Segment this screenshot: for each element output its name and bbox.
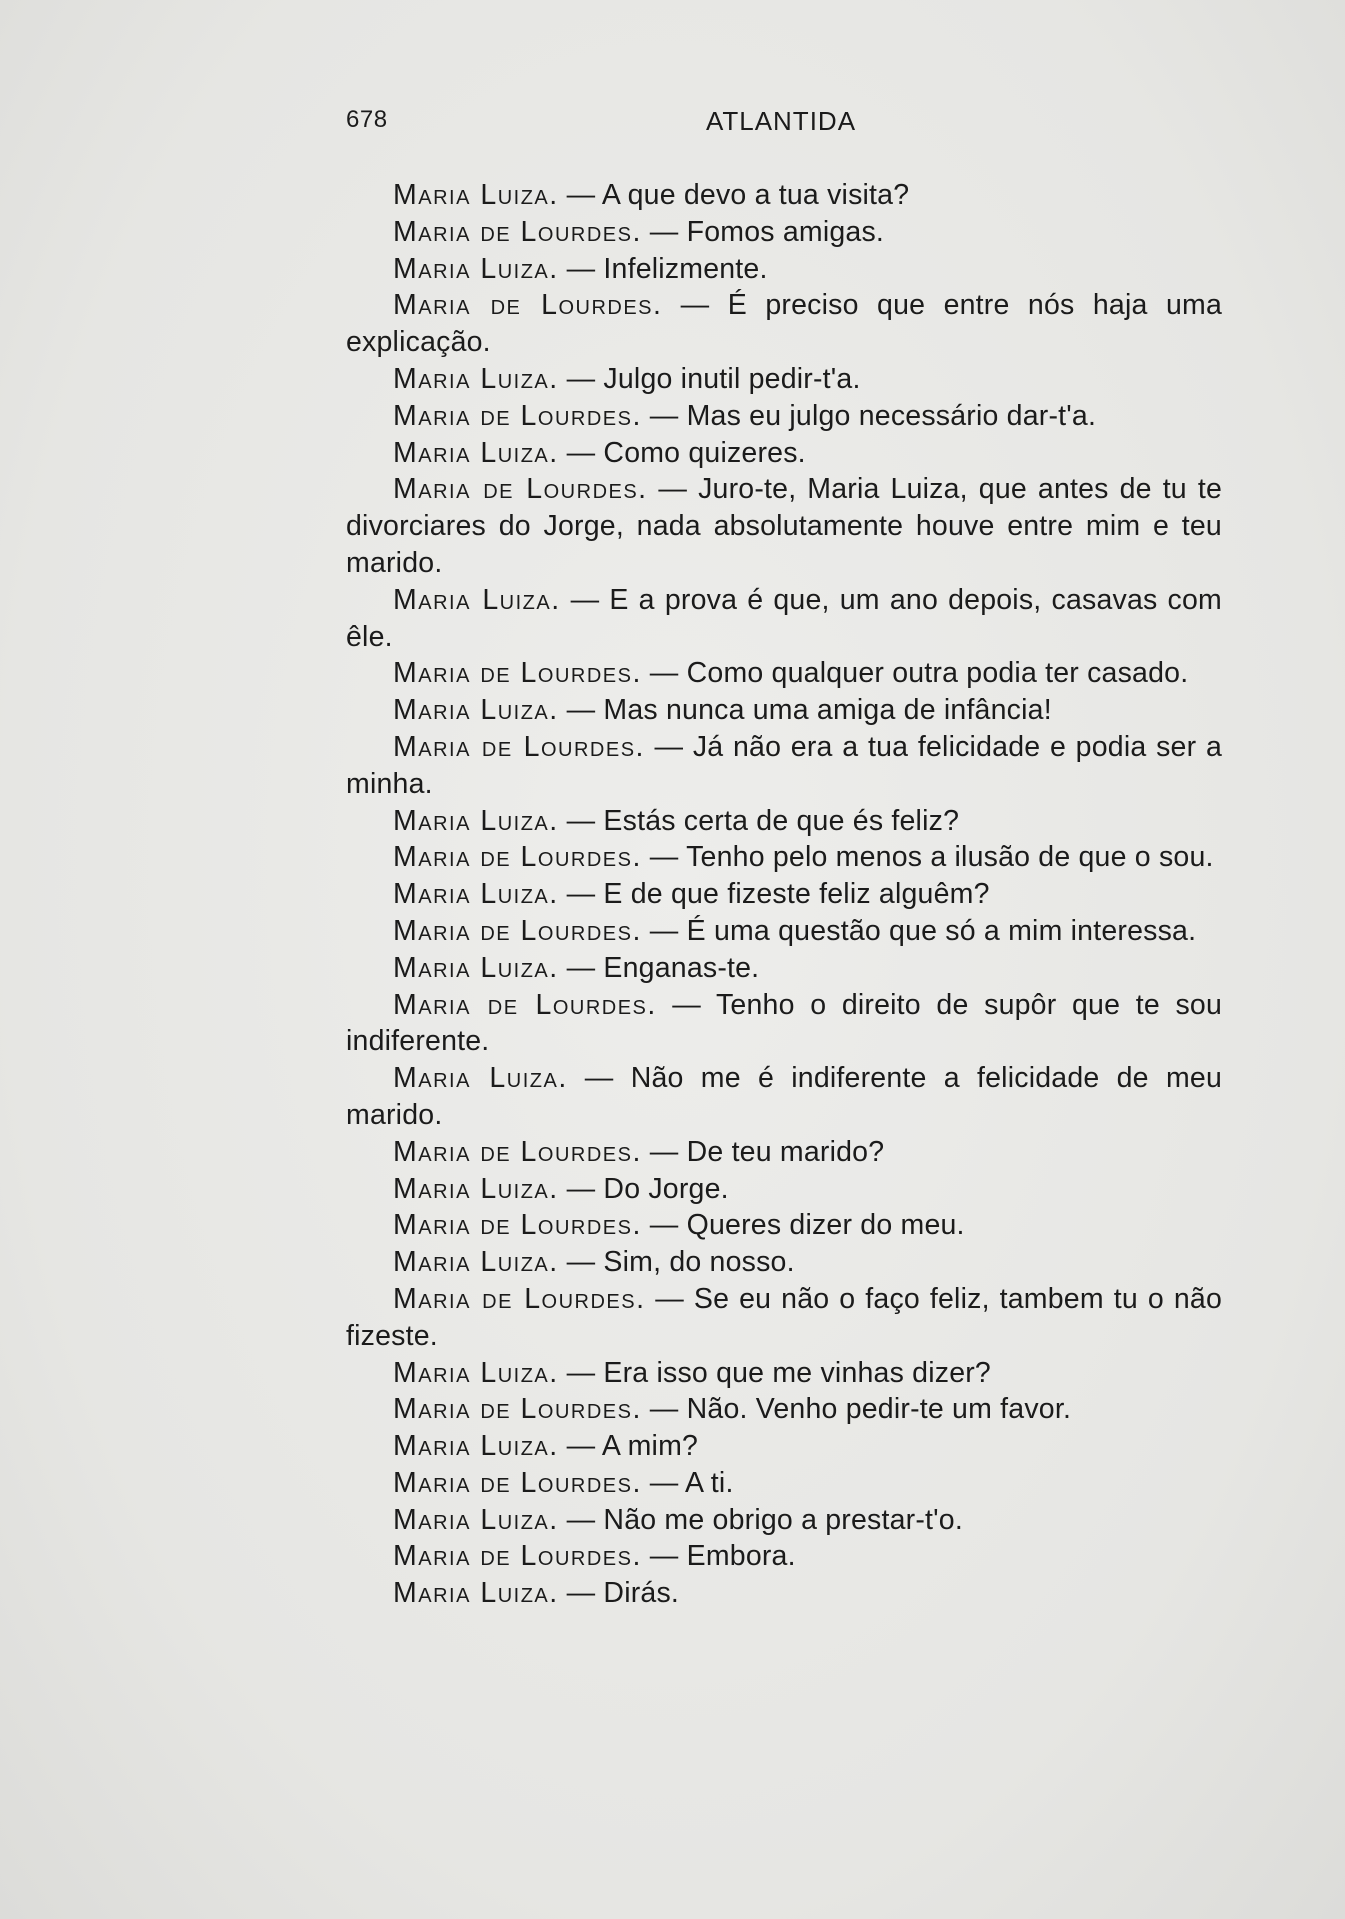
speech-text: — Fomos amigas. — [649, 215, 885, 248]
speech-text: — Dirás. — [566, 1577, 680, 1610]
dialogue-line — [346, 839, 1222, 876]
speaker-name: Maria de Lourdes. — [393, 1209, 642, 1242]
dialogue-line — [346, 1244, 1222, 1281]
speech-text: — Tenho pelo menos a ilusão de que o sou. — [649, 841, 1214, 874]
dialogue-line — [346, 729, 1222, 803]
speaker-name: Maria de Lourdes. — [393, 914, 642, 947]
speaker-name: Maria de Lourdes. — [393, 1466, 642, 1499]
speaker-name: Maria de Lourdes. — [393, 1540, 642, 1573]
dialogue-line — [346, 177, 1222, 214]
speaker-name: Maria Luiza. — [393, 436, 559, 469]
dialogue-line — [346, 655, 1222, 692]
speech-text: — Infelizmente. — [566, 252, 768, 285]
dialogue-line — [346, 1391, 1222, 1428]
speech-text: — E a prova é que, um ano depois, casavas com êle. — [346, 583, 1222, 653]
speaker-name: Maria Luiza. — [393, 1430, 559, 1463]
speaker-name: Maria Luiza. — [393, 878, 559, 911]
speech-text: — É uma questão que só a mim interessa. — [649, 914, 1197, 947]
dialogue-line — [346, 876, 1222, 913]
speaker-name: Maria de Lourdes. — [393, 730, 645, 763]
speech-text: — Queres dizer do meu. — [649, 1209, 965, 1242]
speech-text: — Do Jorge. — [566, 1172, 729, 1205]
speaker-name: Maria de Lourdes. — [393, 399, 642, 432]
speech-text: — Já não era a tua felicidade e podia ser a minha. — [346, 730, 1222, 800]
dialogue-line — [346, 1428, 1222, 1465]
dialogue-line — [346, 1060, 1222, 1134]
speaker-name: Maria de Lourdes. — [393, 1282, 646, 1315]
speaker-name: Maria de Lourdes. — [393, 215, 642, 248]
speaker-name: Maria Luiza. — [393, 1577, 559, 1610]
dialogue-line — [346, 1281, 1222, 1355]
speaker-name: Maria Luiza. — [393, 951, 559, 984]
speech-text: — De teu marido? — [649, 1135, 885, 1168]
speaker-name: Maria de Lourdes. — [393, 988, 657, 1021]
dialogue-line — [346, 913, 1222, 950]
speaker-name: Maria de Lourdes. — [393, 473, 648, 506]
dialogue-line — [346, 251, 1222, 288]
speech-text: — Como quizeres. — [566, 436, 806, 469]
dialogue-line — [346, 214, 1222, 251]
speaker-name: Maria Luiza. — [393, 804, 559, 837]
speech-text: — Mas eu julgo necessário dar-t'a. — [649, 399, 1097, 432]
dialogue-line — [346, 471, 1222, 581]
dialogue-line — [346, 950, 1222, 987]
speech-text: — Juro-te, Maria Luiza, que antes de tu te divorciares do Jorge, nada absolutamente houve entre mim e teu marido. — [346, 473, 1223, 579]
dialogue-line — [346, 803, 1222, 840]
speaker-name: Maria Luiza. — [393, 362, 559, 395]
dialogue-line — [346, 582, 1222, 656]
speech-text: — Sim, do nosso. — [566, 1246, 795, 1279]
dialogue-line — [346, 1502, 1222, 1539]
speech-text: — Enganas-te. — [566, 951, 760, 984]
dialogue-line — [346, 1575, 1222, 1612]
speaker-name: Maria Luiza. — [393, 583, 561, 616]
running-title: ATLANTIDA — [705, 106, 857, 136]
speech-text: — Não me obrigo a prestar-t'o. — [566, 1503, 963, 1536]
speech-text: — Era isso que me vinhas dizer? — [566, 1356, 991, 1389]
speech-text: — Não me é indiferente a felicidade de meu marido. — [346, 1062, 1222, 1131]
dialogue-line — [346, 1134, 1222, 1171]
speaker-name: Maria Luiza. — [393, 252, 559, 285]
dialogue-line — [346, 435, 1222, 472]
speaker-name: Maria de Lourdes. — [393, 841, 642, 874]
speech-text: — Se eu não o faço feliz, tambem tu o não fizeste. — [346, 1282, 1222, 1352]
speaker-name: Maria de Lourdes. — [393, 1393, 642, 1426]
speaker-name: Maria Luiza. — [393, 1356, 559, 1389]
speaker-name: Maria Luiza. — [393, 1246, 559, 1279]
dialogue-line — [346, 1465, 1222, 1502]
speaker-name: Maria de Lourdes. — [393, 657, 642, 690]
dialogue-line — [346, 987, 1222, 1061]
dialogue-line — [346, 287, 1222, 361]
dialogue-line — [346, 361, 1222, 398]
speech-text: — Como qualquer outra podia ter casado. — [649, 657, 1189, 690]
speech-text: — A mim? — [566, 1430, 699, 1463]
dialogue-line — [346, 1538, 1222, 1575]
speech-text: — Mas nunca uma amiga de infância! — [566, 694, 1052, 727]
speech-text: — A ti. — [649, 1466, 734, 1499]
speaker-name: Maria de Lourdes. — [393, 1135, 642, 1168]
speech-text: — A que devo a tua visita? — [566, 179, 910, 211]
speaker-name: Maria de Lourdes. — [393, 289, 663, 322]
page-header — [346, 106, 1216, 146]
dialogue-line — [346, 1355, 1222, 1392]
speaker-name: Maria Luiza. — [393, 179, 559, 211]
speaker-name: Maria Luiza. — [393, 1172, 559, 1205]
speech-text: — E de que fizeste feliz alguêm? — [566, 878, 990, 911]
speaker-name: Maria Luiza. — [393, 694, 559, 727]
speech-text: — Julgo inutil pedir-t'a. — [566, 362, 861, 395]
dialogue-line — [346, 1207, 1222, 1244]
speech-text: — É preciso que entre nós haja uma explicação. — [346, 289, 1222, 359]
speech-text: — Não. Venho pedir-te um favor. — [649, 1393, 1072, 1426]
speech-text: — Tenho o direito de supôr que te sou indiferente. — [346, 988, 1223, 1058]
dialogue-line — [346, 398, 1222, 435]
speaker-name: Maria Luiza. — [393, 1062, 568, 1095]
page-number: 678 — [346, 106, 388, 133]
dialogue-text — [346, 177, 1222, 1612]
speaker-name: Maria Luiza. — [393, 1503, 559, 1536]
dialogue-line — [346, 692, 1222, 729]
speech-text: — Estás certa de que és feliz? — [566, 804, 960, 837]
dialogue-line — [346, 1171, 1222, 1208]
speech-text: — Embora. — [649, 1540, 796, 1573]
